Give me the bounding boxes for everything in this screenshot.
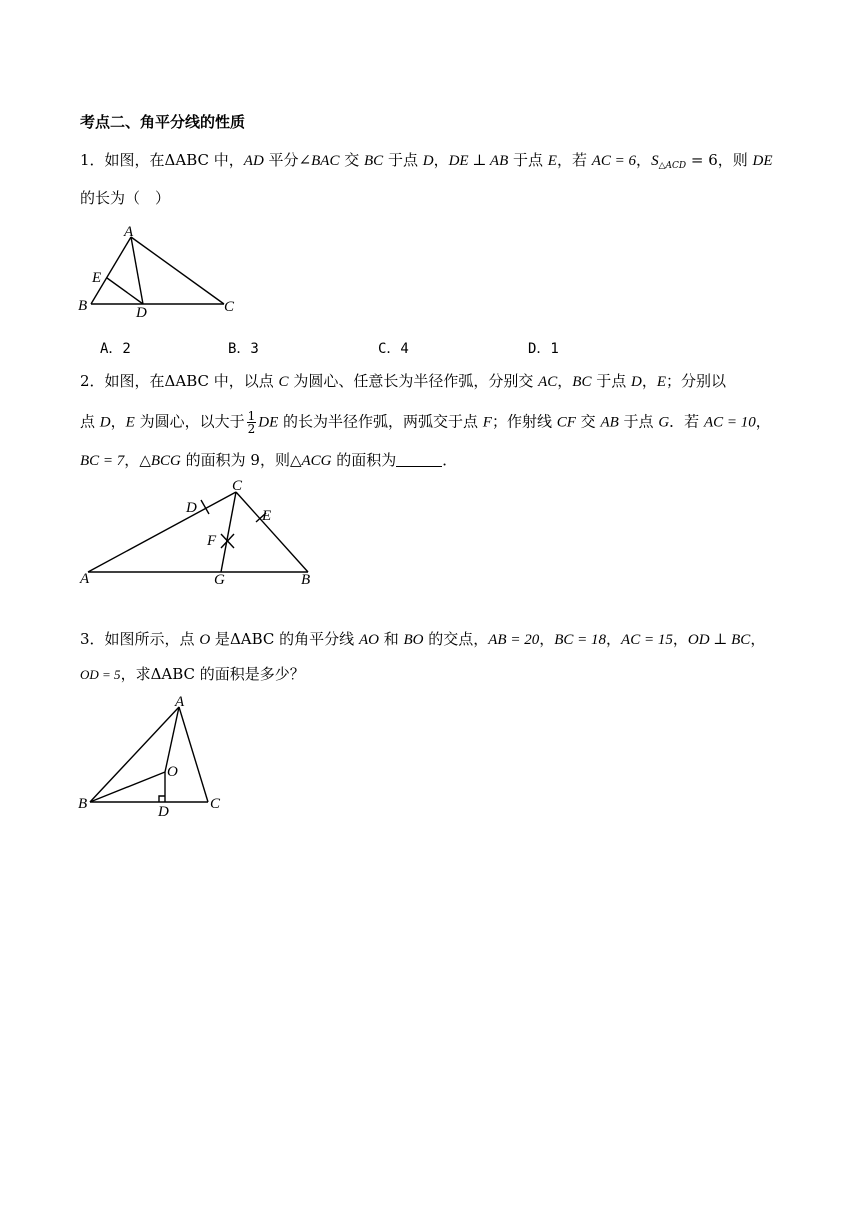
label-e: E — [92, 270, 102, 286]
label-d: D — [136, 305, 147, 321]
side-bc — [236, 492, 308, 572]
option-b[interactable]: B．3 — [228, 341, 259, 357]
question-2-line-1: 2．如图，在ΔABC 中，以点 C 为圆心、任意长为半径作弧，分别交 AC，BC 于点 D，E；分别以 — [80, 372, 727, 390]
side-ac — [179, 707, 208, 802]
label-a: A — [80, 571, 90, 587]
question-1-line-2: 的长为（ ） — [80, 189, 171, 207]
question-3-figure — [76, 694, 236, 820]
label-d: D — [186, 500, 197, 516]
label-b: B — [78, 298, 88, 314]
label-f: F — [207, 533, 217, 549]
label-d: D — [158, 804, 169, 820]
option-d[interactable]: D．1 — [528, 341, 559, 357]
label-c: C — [210, 796, 221, 812]
label-a: A — [175, 694, 185, 710]
side-ac — [131, 237, 224, 304]
label-b: B — [78, 796, 88, 812]
option-a[interactable]: A．2 — [100, 341, 131, 357]
question-1-line-1: 1．如图，在ΔABC 中，AD 平分∠BAC 交 BC 于点 D，DE ⊥ AB 于点 E，若 AC = 6，$S_{\triangle ACD} = 6$，则 DE — [80, 151, 773, 171]
label-g: G — [214, 572, 225, 588]
label-o: O — [167, 764, 178, 780]
question-2-line-3: BC = 7，△BCG 的面积为 9，则△ACG 的面积为 ． — [80, 451, 458, 469]
question-3-line-1: 3．如图所示，点 O 是ΔABC 的角平分线 AO 和 BO 的交点，AB = 20，BC = 18，AC = 15，OD ⊥ BC， — [80, 630, 766, 648]
label-c: C — [224, 299, 235, 315]
segment-ao — [165, 707, 179, 772]
label-c: C — [232, 478, 243, 494]
question-2-figure — [76, 476, 326, 588]
segment-ad — [131, 237, 143, 304]
option-c[interactable]: C．4 — [378, 341, 409, 357]
question-2-line-2: 点 D，E 为圆心，以大于 $\frac{1}{2}$ DE 的长为半径作弧，两弧交于点 F；作射线 CF 交 AB 于点 G．若 AC = 10， — [80, 409, 771, 436]
answer-blank[interactable] — [396, 452, 442, 467]
question-3-line-2: OD = 5，求ΔABC 的面积是多少？ — [80, 665, 305, 683]
fraction-one-half: $\frac{1}{2}$ — [247, 409, 256, 436]
segment-bo — [90, 772, 165, 802]
label-a: A — [124, 224, 134, 240]
segment-de — [107, 278, 143, 304]
side-ac — [88, 492, 236, 572]
right-angle-mark — [159, 796, 165, 802]
ray-cg — [221, 492, 236, 572]
section-title: 考点二、角平分线的性质 — [80, 113, 246, 131]
label-b: B — [301, 572, 311, 588]
question-1-figure — [76, 222, 246, 322]
label-e: E — [262, 508, 272, 524]
